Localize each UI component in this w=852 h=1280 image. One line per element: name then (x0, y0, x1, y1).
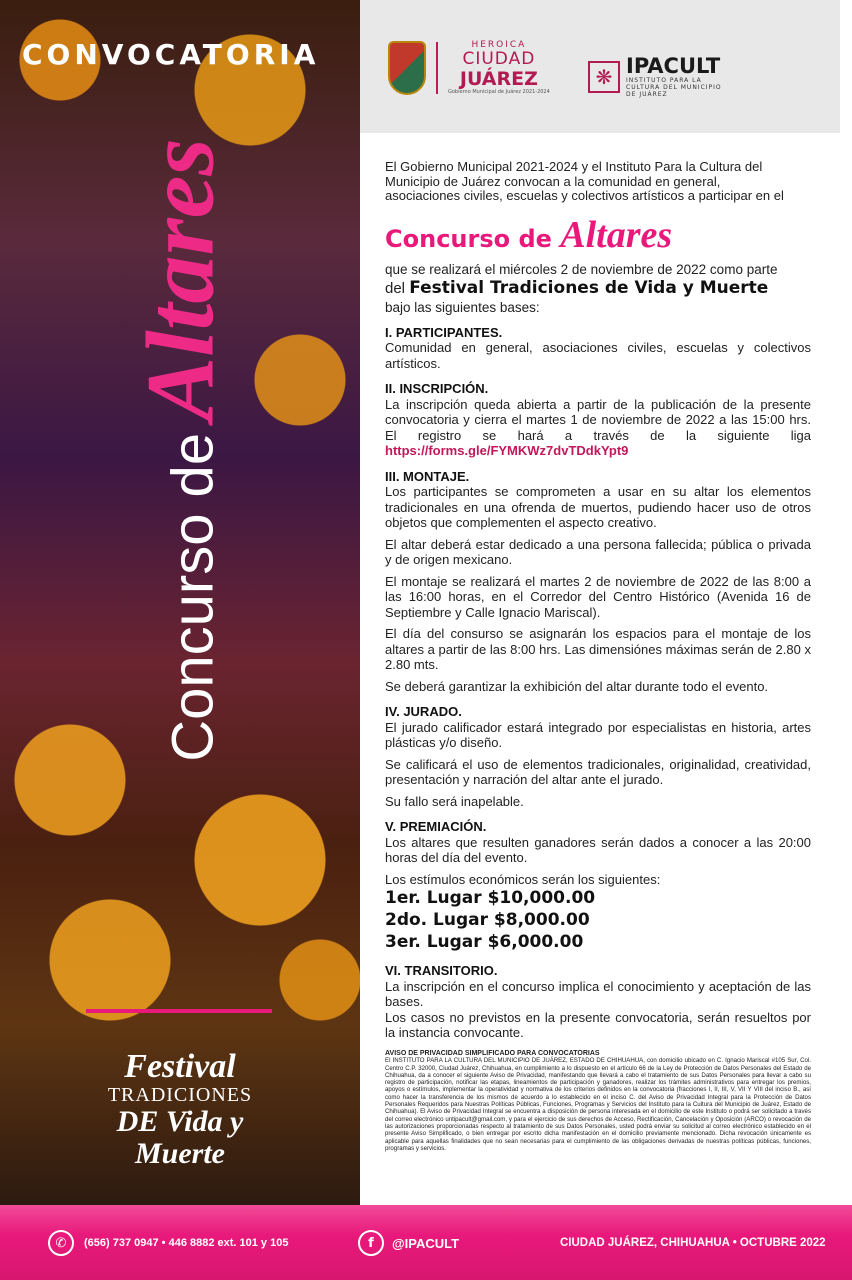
contest-date-line: que se realizará el miércoles 2 de noviembre de 2022 como parte (385, 261, 778, 277)
ciudad-juarez-logo (388, 40, 550, 95)
ipacult-sub: INSTITUTO PARA LA CULTURA DEL MUNICIPIO DE JUÁREZ (626, 77, 722, 98)
vertical-title (80, 138, 280, 762)
prize-first: 1er. Lugar $10,000.00 (385, 888, 596, 908)
phone-icon: ✆ (48, 1230, 74, 1256)
festival-line (385, 277, 811, 300)
cj-heroica: HEROICA (471, 40, 527, 50)
convocatoria-body (385, 160, 811, 1041)
footer-phone (48, 1230, 288, 1256)
prize-second: 2do. Lugar $8,000.00 (385, 910, 590, 930)
festival-logo-line3: DE Vida y Muerte (116, 1105, 244, 1170)
inscripcion-text: La inscripción queda abierta a partir de la publicación de la presente convocatoria y cierra el martes 1 de noviembre de 2022 a las 15:00 hrs. El registro se hará a través de la siguiente liga (385, 396, 811, 443)
cj-sub: Gobierno Municipal de Juárez 2021-2024 (448, 89, 550, 95)
pink-divider (86, 1009, 272, 1013)
festival-logo-line2: TRADICIONES (107, 1084, 253, 1106)
section-premiacion-heading: V. PREMIACIÓN. (385, 819, 487, 834)
vertical-title-altares: Altares (126, 138, 234, 421)
bases-line: bajo las siguientes bases: (385, 299, 540, 315)
footer-phone-text: (656) 737 0947 • 446 8882 ext. 101 y 105 (84, 1237, 289, 1249)
contest-title (385, 213, 811, 262)
altar-photo-panel (0, 0, 360, 1205)
footer-social[interactable] (358, 1230, 459, 1256)
jurado-p3: Su fallo será inapelable. (385, 793, 524, 809)
prize-third: 3er. Lugar $6,000.00 (385, 932, 584, 952)
footer-city-date: CIUDAD JUÁREZ, CHIHUAHUA • OCTUBRE 2022 (560, 1237, 826, 1249)
coat-of-arms-icon (388, 41, 426, 95)
jurado-p2: Se calificará el uso de elementos tradicionales, originalidad, creatividad, presentación y narración del altar ante el jurado. (385, 756, 811, 787)
festival-logo-line1: Festival (124, 1048, 236, 1085)
footer-social-handle[interactable]: @IPACULT (392, 1235, 460, 1251)
contest-title-altares: Altares (560, 213, 673, 256)
premiacion-p2: Los estímulos económicos serán los siguientes: (385, 871, 661, 887)
cj-ciudad: CIUDAD (462, 49, 536, 69)
privacy-body: El INSTITUTO PARA LA CULTURA DEL MUNICIPIO DE JUÁREZ, ESTADO DE CHIHUAHUA, con domicilio ubicado en C. Ignacio Mariscal #105 Sur, Col. Centro C.P. 32000, Ciudad Juárez, Chihuahua, en cumplimiento a lo dispuesto en el artículo 66 de la Ley de Protección de Datos Personales del Estado de Chihuahua, da a conocer el siguiente Aviso de Privacidad, manifestando que llevará a cabo el tratamiento de sus Datos Personales para llevar a cabo su registro de participación, notificar las etapas, lineamientos de participación y ganadores, realizar los trámites administrativos para entregar los premios, apoyos o estímulos, implementar la operatividad y normativa de los criterios definidos en la convocatoria (fracciones I, II, III, V, VII Y VIII del inciso B., así como hacer la transferencia de los mismos de acuerdo a lo establecido en el inciso C. del Aviso de Privacidad Integral para la Protección de Datos Personales Requeridos para Nuestras Políticas Públicas, Funciones, Programas y Servicios del Instituto para la Cultura del Municipio de Juárez, Estado de Chihuahua). El Aviso de Privacidad Integral se encuentra a disposición de persona interesada en el domicilio de este Instituto o podrá ser solicitado a través del correo electrónico untipacult@gmail.com, y para el ejercicio de sus derechos de Acceso, Rectificación, Cancelación y Oposición (ARCO) o revocación de las autorizaciones proporcionadas respecto al tratamiento de sus Datos Personales, usted podrá enviar su solicitud al correo electrónico establecido en el presente Aviso Simplificado, o bien entregar por escrito dicha manifestación en el domicilio previamente mencionado. Dicha revocación únicamente es aplicable para aquellas finalidades que no sean necesarias para el cumplimiento de las obligaciones derivadas de nuestras políticas públicas, funciones, programas y servicios. (385, 1057, 811, 1152)
registration-link[interactable]: https://forms.gle/FYMKWz7dvTDdkYpt9 (385, 443, 629, 458)
section-jurado-heading: IV. JURADO. (385, 704, 462, 719)
montaje-p5: Se deberá garantizar la exhibición del altar durante todo el evento. (385, 678, 769, 694)
ipacult-name: IPACULT (626, 54, 721, 78)
festival-logo (80, 1050, 280, 1170)
montaje-p2: El altar deberá estar dedicado a una persona fallecida; pública o privada y de origen mexicano. (385, 536, 811, 567)
section-participantes-text: Comunidad en general, asociaciones civiles, escuelas y colectivos artísticos. (385, 340, 811, 371)
section-inscripcion-heading: II. INSCRIPCIÓN. (385, 381, 489, 396)
montaje-p1: Los participantes se comprometen a usar en su altar los elementos tradicionales en una ofrenda de muertos, pudiendo hacer uso de otros objetos que complementen el aspecto creativo. (385, 484, 811, 530)
vertical-title-concurso: Concurso de (160, 432, 226, 762)
cj-juarez: JUÁREZ (459, 68, 538, 90)
montaje-p4: El día del consurso se asignarán los espacios para el montaje de los altares a partir de las 8:00 hrs. Las dimensiónes máximas serán de 2.80 x 2.80 mts. (385, 626, 811, 672)
festival-line-name: Festival Tradiciones de Vida y Muerte (409, 277, 769, 298)
montaje-p3: El montaje se realizará el martes 2 de noviembre de 2022 de las 8:00 a las 16:00 horas, en el Corredor del Centro Histórico (Avenida 16 de Septiembre y Calle Ignacio Mariscal). (385, 573, 811, 620)
privacy-heading: AVISO DE PRIVACIDAD SIMPLIFICADO PARA CONVOCATORIAS (385, 1050, 600, 1057)
jurado-p1: El jurado calificador estará integrado por especialistas en historia, artes plásticas y/o diseño. (385, 719, 811, 750)
section-participantes-heading: I. PARTICIPANTES. (385, 324, 503, 340)
facebook-icon: f (358, 1230, 384, 1256)
section-inscripcion-text (385, 397, 811, 459)
section-transitorio-heading: VI. TRANSITORIO. (385, 963, 498, 978)
footer-bar (0, 1205, 852, 1280)
contest-title-prefix: Concurso de (385, 224, 561, 253)
festival-line-del: del (385, 279, 406, 297)
transitorio-p2: Los casos no previstos en la presente convocatoria, serán resueltos por la instancia convocante. (385, 1009, 811, 1040)
privacy-notice (385, 1050, 811, 1152)
premiacion-p1: Los altares que resulten ganadores serán dados a conocer a las 20:00 horas del día del evento. (385, 834, 811, 865)
header-logos (360, 0, 840, 133)
transitorio-p1: La inscripción en el concurso implica el conocimiento y aceptación de las bases. (385, 978, 811, 1009)
ipacult-logo (588, 55, 726, 98)
section-montaje-heading: III. MONTAJE. (385, 468, 470, 484)
ipacult-flower-icon: ❋ (588, 61, 620, 93)
intro-paragraph: El Gobierno Municipal 2021-2024 y el Instituto Para la Cultura del Municipio de Juárez convocan a la comunidad en general, asociaciones civiles, escuelas y colectivos artísticos a participar en el (385, 159, 784, 203)
convocatoria-heading: CONVOCATORIA (22, 38, 320, 71)
